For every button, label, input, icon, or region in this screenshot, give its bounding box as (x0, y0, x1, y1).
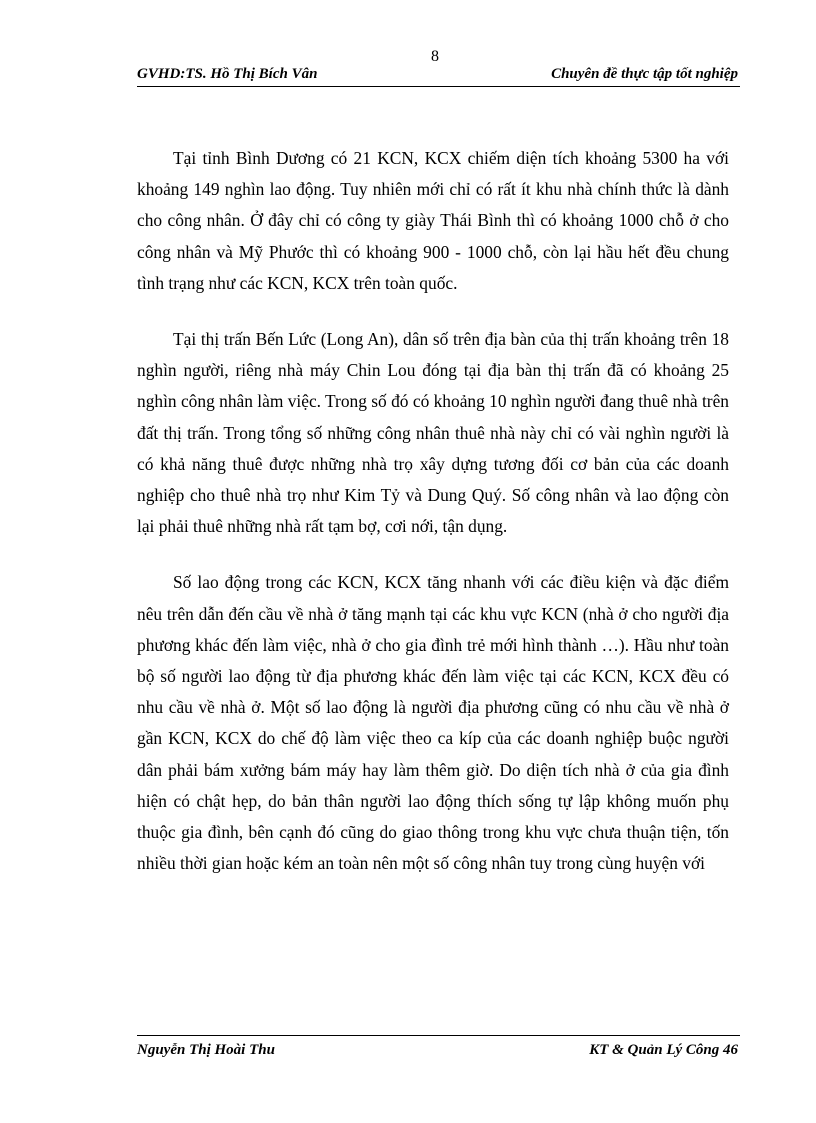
footer-author: Nguyễn Thị Hoài Thu (137, 1042, 275, 1058)
footer-class: KT & Quản Lý Công 46 (589, 1042, 738, 1058)
paragraph: Tại thị trấn Bến Lức (Long An), dân số trên địa bàn của thị trấn khoảng trên 18 nghìn người, riêng nhà máy Chin Lou đóng tại địa bàn thị trấn đã có khoảng 25 nghìn công nhân làm việc. Trong số đó có khoảng 10 nghìn người đang thuê nhà trên đất thị trấn. Trong tổng số những công nhân thuê nhà này chỉ có vài nghìn người là có khả năng thuê được những nhà trọ xây dựng tương đối cơ bản của các doanh nghiệp cho thuê nhà trọ như Kim Tỷ và Dung Quý. Số công nhân và lao động còn lại phải thuê những nhà rất tạm bợ, cơi nới, tận dụng. (137, 329, 729, 537)
document-body (137, 143, 729, 904)
page-footer (137, 1035, 740, 1060)
page-number: 8 (431, 48, 439, 65)
header-title: Chuyên đề thực tập tốt nghiệp (551, 66, 738, 82)
page-header (137, 66, 740, 87)
paragraph: Tại tỉnh Bình Dương có 21 KCN, KCX chiếm diện tích khoảng 5300 ha với khoảng 149 nghìn lao động. Tuy nhiên mới chỉ có rất ít khu nhà chính thức là dành cho công nhân. Ở đây chỉ có công ty giày Thái Bình thì có khoảng 1000 chỗ ở cho công nhân và Mỹ Phước thì có khoảng 900 - 1000 chỗ, còn lại hầu hết đều chung tình trạng như các KCN, KCX trên toàn quốc. (137, 148, 729, 293)
paragraph: Số lao động trong các KCN, KCX tăng nhanh với các điều kiện và đặc điểm nêu trên dẫn đến cầu về nhà ở tăng mạnh tại các khu vực KCN (nhà ở cho người địa phương khác đến làm việc, nhà ở cho gia đình trẻ mới hình thành …). Hầu như toàn bộ số người lao động từ địa phương khác đến làm việc tại các KCN, KCX đều có nhu cầu về nhà ở. Một số lao động là người địa phương cũng có nhu cầu về nhà ở gần KCN, KCX do chế độ làm việc theo ca kíp của các doanh nghiệp buộc người dân phải bám xưởng bám máy hay làm thêm giờ. Do diện tích nhà ở của gia đình hiện có chật hẹp, do bản thân người lao động thích sống tự lập không muốn phụ thuộc gia đình, bên cạnh đó cũng do giao thông trong khu vực chưa thuận tiện, tốn nhiều thời gian hoặc kém an toàn nên một số công nhân tuy trong cùng huyện với (137, 572, 729, 874)
header-advisor: GVHD:TS. Hồ Thị Bích Vân (137, 66, 318, 82)
